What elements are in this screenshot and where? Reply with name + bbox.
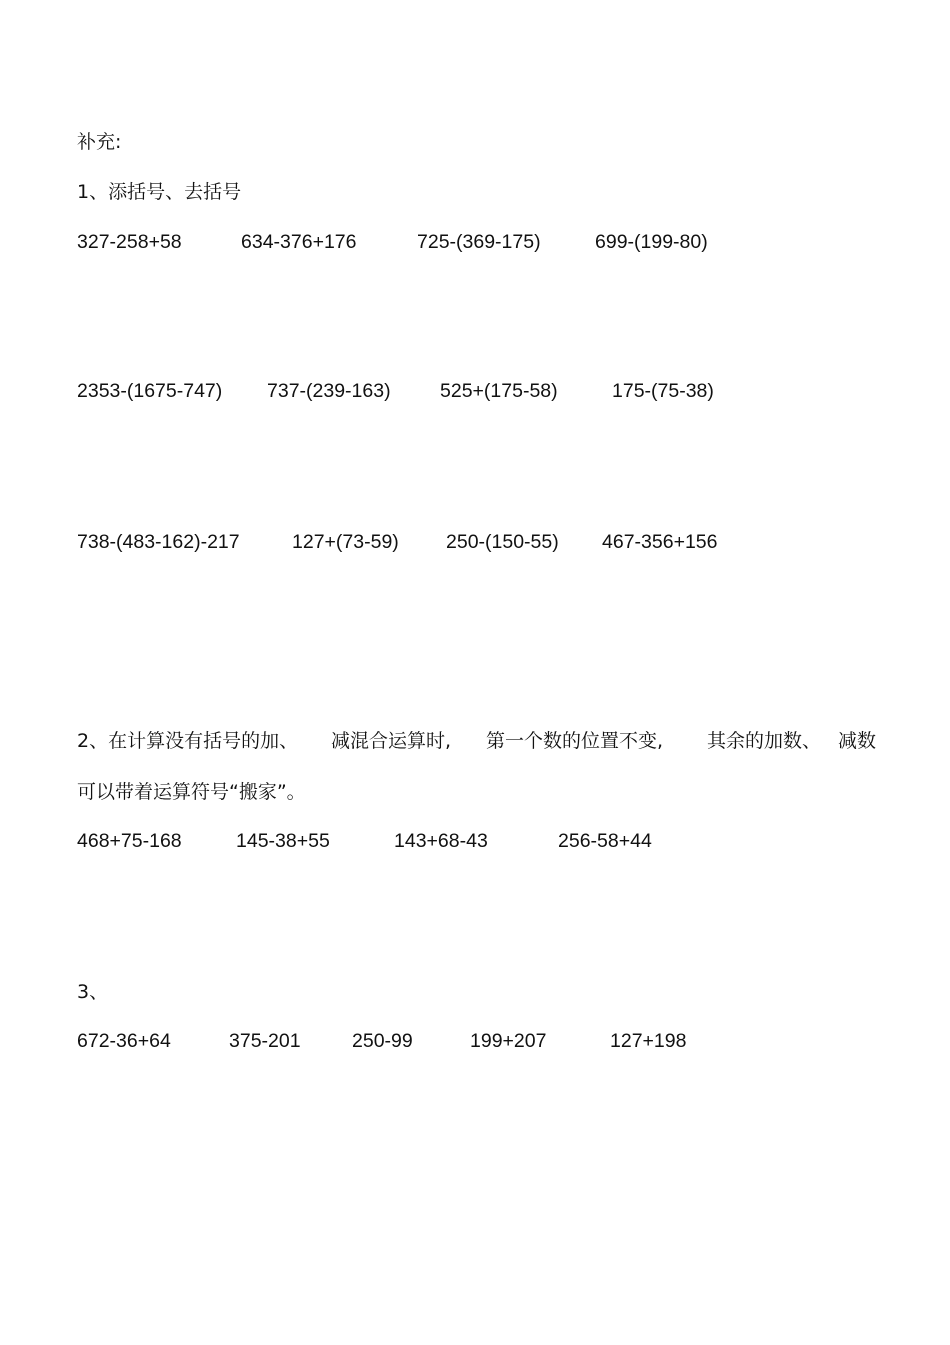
page-heading: 补充:: [77, 131, 122, 153]
expression: 375-201: [229, 1030, 301, 1052]
expression: 525+(175-58): [440, 380, 558, 402]
expression: 634-376+176: [241, 231, 357, 253]
section-2-text-part: 其余的加数、: [707, 730, 822, 752]
expression: 467-356+156: [602, 531, 718, 553]
expression: 127+198: [610, 1030, 687, 1052]
expression: 199+207: [470, 1030, 547, 1052]
section-1-title: 1、添括号、去括号: [77, 181, 242, 203]
expression: 143+68-43: [394, 830, 488, 852]
expression: 327-258+58: [77, 231, 182, 253]
expression: 725-(369-175): [417, 231, 541, 253]
section-2-text-line-2: 可以带着运算符号“搬家”。: [77, 781, 306, 803]
expression: 145-38+55: [236, 830, 330, 852]
section-2-text-part: 减混合运算时,: [331, 730, 452, 752]
expression: 699-(199-80): [595, 231, 708, 253]
expression: 250-(150-55): [446, 531, 559, 553]
expression: 127+(73-59): [292, 531, 399, 553]
expression: 175-(75-38): [612, 380, 714, 402]
section-2-text-part: 2、在计算没有括号的加、: [77, 730, 299, 752]
expression: 672-36+64: [77, 1030, 171, 1052]
expression: 2353-(1675-747): [77, 380, 223, 402]
expression: 737-(239-163): [267, 380, 391, 402]
expression: 256-58+44: [558, 830, 652, 852]
section-2-text-part: 第一个数的位置不变,: [486, 730, 664, 752]
expression: 250-99: [352, 1030, 413, 1052]
expression: 738-(483-162)-217: [77, 531, 240, 553]
expression: 468+75-168: [77, 830, 182, 852]
section-3-title: 3、: [77, 981, 109, 1003]
section-2-text-part: 减数: [838, 730, 877, 752]
